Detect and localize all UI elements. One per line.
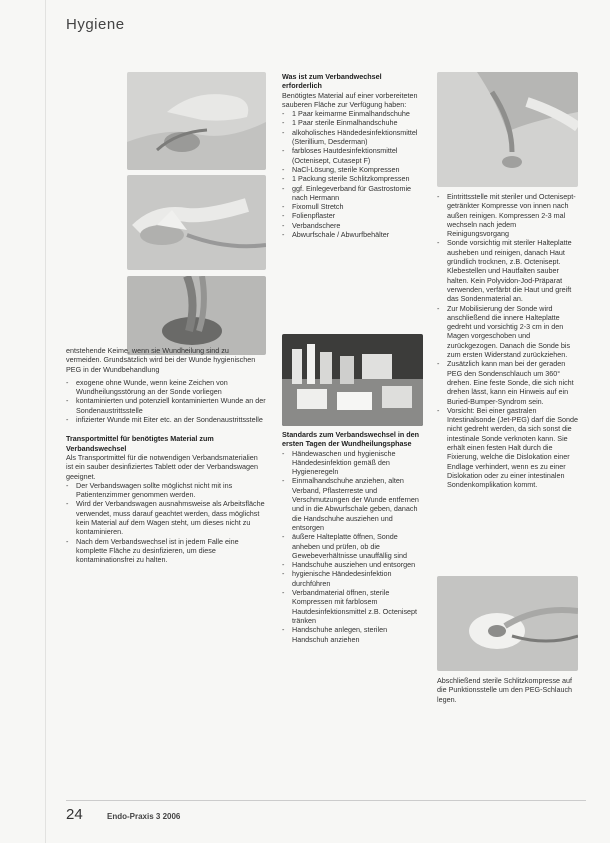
- col1-heading-transport: Transportmittel für benötigtes Material zum Verbandswechsel: [66, 434, 214, 453]
- page-edge-shadow: [45, 0, 46, 843]
- list-item: - Der Verbandswagen sollte möglichst nicht mit ins Patientenzimmer genommen werden.: [66, 481, 266, 500]
- photo-image: [127, 276, 266, 355]
- col2-heading-standards: Standards zum Verbandswechsel in den ersten Tagen der Wundheilungsphase: [282, 430, 420, 449]
- column-3-text: [437, 192, 579, 490]
- list-item: - Fixomull Stretch: [282, 202, 422, 211]
- list-item: - Zusätzlich kann man bei der geraden PEG den Sondenschlauch um 360° drehen. Eine feste Sonde, die sich nicht drehen lässt, kann ein Hinweis auf ein Buried-Bumper-Syndrom sein.: [437, 359, 579, 405]
- footer-divider: [66, 800, 586, 801]
- column-2-text-lower: [282, 430, 422, 644]
- list-item: - Nach dem Verbandswechsel ist in jedem Falle eine komplette Fläche zu desinfizieren, um diese kontaminationsfrei zu halten.: [66, 537, 266, 565]
- list-item: - farbloses Hautdesinfektionsmittel (Octenisept, Cutasept F): [282, 146, 422, 165]
- list-item: - Folienpflaster: [282, 211, 422, 220]
- col1-transport-para: Als Transportmittel für die notwendigen Verbandsmaterialien ist ein sauber desinfiziertes Tablett oder der Verbandswagen geeignet.: [66, 452, 259, 481]
- page-number: 24: [66, 806, 83, 823]
- photo-dressing-materials: [282, 334, 423, 426]
- list-item: - 1 Packung sterile Schlitzkompressen: [282, 174, 422, 183]
- col1-bullet-list-2: [66, 481, 266, 565]
- col1-intro: entstehende Keime, wenn sie Wundheilung sind zu vermeiden. Grundsätzlich wird bei der Wunde hygienischen PEG in der Wundbehandlung: [66, 346, 256, 374]
- list-item: - kontaminierten und potenziell kontaminierten Wunde an der Sondenaustrittsstelle: [66, 396, 266, 415]
- list-item: - Verbandschere: [282, 221, 422, 230]
- section-title: Hygiene: [66, 16, 125, 33]
- list-item: - Einmalhandschuhe anziehen, alten Verband, Pflasterreste und Verschmutzungen der Wunde entfernen und in die Abwurfschale geben, danach die Handschuhe ausziehen und entsorgen: [282, 476, 422, 532]
- list-item: - Sonde vorsichtig mit steriler Halteplatte ausheben und reinigen, danach Haut gründlich trocknen, z.B. Octenisept. Klebestellen und Hautfalten sauber halten. Kein Polyvidon-Jod-Präparat verwenden, verfärbt die Haut und greift das Sondenmaterial an.: [437, 238, 579, 303]
- list-item: - Verbandmaterial öffnen, sterile Kompressen mit farblosem Hautdesinfektionsmittel z.B. Octenisept tränken: [282, 588, 422, 625]
- list-item: - NaCl-Lösung, sterile Kompressen: [282, 165, 422, 174]
- list-item: - 1 Paar keimarme Einmalhandschuhe: [282, 109, 422, 118]
- photo-image: [437, 72, 578, 187]
- photo-gloved-hand-peg: [127, 72, 266, 170]
- col2-bullet-list-2: [282, 449, 422, 644]
- list-item: - Wird der Verbandswagen ausnahmsweise als Arbeitsfläche verwendet, muss darauf geachtet werden, dass möglichst kein Material auf dem Wagen steht, um dieses nicht zu kontaminieren.: [66, 499, 266, 536]
- photo-stoma-site: [127, 276, 266, 355]
- column-2-text: [282, 72, 422, 239]
- list-item: - hygienische Händedesinfektion durchführen: [282, 569, 422, 588]
- list-item: - Eintrittsstelle mit steriler und Octenisept-getränkter Kompresse von innen nach außen reinigen. Kompressen 2-3 mal wechseln nach jedem Reinigungsvorgang: [437, 192, 579, 238]
- photo-image: [437, 576, 578, 671]
- photo-image: [282, 334, 423, 426]
- photo-peg-bolster: [127, 175, 266, 270]
- photo-image: [127, 175, 266, 270]
- col2-heading-requirements: Was ist zum Verbandwechsel erforderlich: [282, 72, 382, 91]
- column-3-caption: [437, 676, 579, 704]
- list-item: - Zur Mobilisierung der Sonde wird anschließend die innere Halteplatte gedreht und vorsichtig 2-3 cm in den Magen vorgeschoben und zurückgezogen. Danach die Sonde bis zum ersten Widerstand zurückziehen.: [437, 304, 579, 360]
- col3-bullet-list: [437, 192, 579, 490]
- photo-caption: Abschließend sterile Schlitzkompresse auf die Punktionsstelle um den PEG-Schlauch legen.: [437, 676, 573, 704]
- list-item: - Handschuhe anlegen, sterilen Handschuh anziehen: [282, 625, 422, 644]
- list-item: - alkoholisches Händedesinfektionsmittel (Sterillium, Desderman): [282, 128, 422, 147]
- column-1-text: [66, 346, 266, 565]
- list-item: - äußere Halteplatte öffnen, Sonde anheben und prüfen, ob die Gewebeverhältnisse unauffällig sind: [282, 532, 422, 560]
- list-item: - Abwurfschale / Abwurfbehälter: [282, 230, 422, 239]
- journal-name: Endo-Praxis 3 2006: [107, 812, 181, 821]
- list-item: - ggf. Einlegeverband für Gastrostomie nach Hermann: [282, 184, 422, 203]
- col2-bullet-list: [282, 109, 422, 239]
- list-item: - 1 Paar sterile Einmalhandschuhe: [282, 118, 422, 127]
- photo-slit-compress: [437, 576, 578, 671]
- list-item: - Vorsicht: Bei einer gastralen Intestinalsonde (Jet-PEG) darf die Sonde nicht gedreht werden, da sich sonst die intestinale Sonde verknoten kann. Sie erhält einen festen Halt durch die Fixierung, welche die Dislokation einer Endlage verhindert, wenn es zu einer Dislokation oder zu einer intestinalen Sondenkomplikation kommt.: [437, 406, 579, 490]
- col2-intro: Benötigtes Material auf einer vorbereiteten sauberen Fläche zur Verfügung haben:: [282, 90, 418, 109]
- photo-cleaning-stoma: [437, 72, 578, 187]
- list-item: - Händewaschen und hygienische Händedesinfektion gemäß den Hygieneregeln: [282, 449, 422, 477]
- photo-image: [127, 72, 266, 170]
- list-item: - infizierter Wunde mit Eiter etc. an der Sondenaustrittsstelle: [66, 415, 266, 424]
- col1-bullet-list: [66, 378, 266, 424]
- list-item: - Handschuhe ausziehen und entsorgen: [282, 560, 422, 569]
- list-item: - exogene ohne Wunde, wenn keine Zeichen von Wundheilungsstörung an der Sonde vorliegen: [66, 378, 266, 397]
